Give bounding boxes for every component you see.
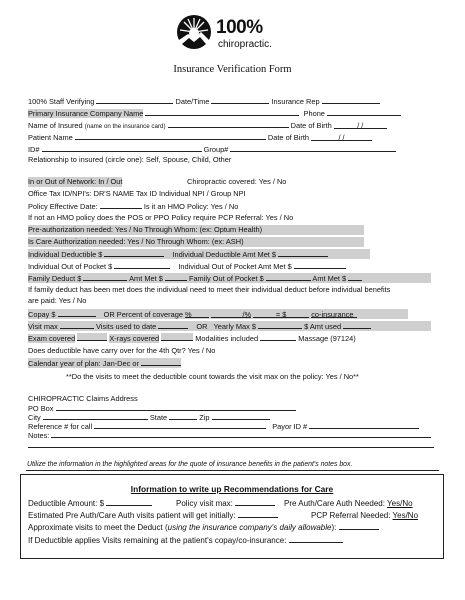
relationship-text: Relationship to insured (circle one): Self, Spouse, Child, Other	[28, 155, 232, 164]
amt-used-field[interactable]	[343, 321, 371, 329]
individual-met-label: Individual Deductible Amt Met $	[172, 250, 277, 259]
pcp-referral-text: If not an HMO policy does the POS or PPO Policy require PCP Referral: Yes / No	[28, 213, 294, 222]
pre-auth-needed-row	[284, 498, 413, 509]
patient-row	[28, 132, 372, 142]
calendar-year-row	[28, 358, 181, 368]
id-field[interactable]	[42, 144, 202, 152]
visits-used-field[interactable]	[158, 321, 188, 329]
estimated-field[interactable]	[238, 510, 278, 518]
notes-field-1[interactable]	[51, 430, 431, 438]
group-field[interactable]	[230, 144, 396, 152]
amt-used-label: $ Amt used	[304, 322, 342, 331]
percent-field-2[interactable]: /%	[211, 310, 251, 318]
modalities-label: Modalities included	[195, 334, 259, 343]
pre-auth-needed-label: Pre Auth/Care Auth Needed:	[284, 499, 385, 508]
family-met-note-2: are paid: Yes / No	[28, 296, 87, 305]
calendar-year-label: Calendar year of plan: Jan-Dec or	[28, 359, 139, 368]
deductible-amount-label: Deductible Amount: $	[28, 499, 105, 508]
group-label: Group#	[203, 145, 229, 154]
notes-label: Notes:	[28, 431, 50, 440]
insured-name-field[interactable]	[168, 120, 289, 128]
visit-max-label: Visit max	[28, 322, 58, 331]
visits-count-note: **Do the visits to meet the deductible count towards the visit max on the policy: Yes / No**	[66, 372, 359, 381]
form-title: Insurance Verification Form	[173, 64, 292, 75]
oop-label: Individual Out of Pocket $	[28, 262, 113, 271]
brand-number: 100%	[216, 17, 263, 38]
exam-covered-field[interactable]	[77, 333, 107, 341]
yearly-max-label: Yearly Max $	[213, 322, 256, 331]
insured-dob-label: Date of Birth	[290, 121, 332, 130]
visit-max-field[interactable]	[60, 321, 94, 329]
approx-visits-italic: using the insurance company's daily allowable	[167, 523, 332, 532]
primary-company-field[interactable]	[145, 108, 299, 116]
po-box-label: PO Box	[28, 404, 54, 413]
yearly-max-field[interactable]	[258, 321, 302, 329]
patient-name-field[interactable]	[75, 132, 266, 140]
calendar-year-field[interactable]	[141, 358, 181, 366]
city-label: City	[28, 413, 41, 422]
staff-row	[28, 96, 380, 106]
policy-visit-max-row	[176, 498, 275, 509]
sunburst-logo-icon	[176, 14, 212, 50]
estimated-label: Estimated Pre Auth/Care Auth visits patient will get initially:	[28, 511, 236, 520]
insured-row	[28, 120, 387, 130]
oop-met-field[interactable]	[294, 261, 346, 269]
deductible-amount-field[interactable]	[106, 498, 152, 506]
family-met-field[interactable]	[165, 273, 187, 281]
modalities-field[interactable]	[260, 333, 296, 341]
family-met-label: Amt Met $	[129, 274, 163, 283]
percent-coverage-label: OR Percent of coverage	[103, 310, 183, 319]
family-deduct-row	[28, 273, 431, 283]
xrays-covered-label: X-rays covered	[109, 334, 160, 343]
policy-visit-max-label: Policy visit max:	[176, 499, 233, 508]
insured-dob-field[interactable]: / /	[334, 121, 387, 129]
visits-or-label: OR	[196, 322, 208, 331]
policy-effective-label: Policy Effective Date:	[28, 202, 98, 211]
claims-header: CHIROPRACTIC Claims Address	[28, 394, 138, 403]
network-in-out: In or Out of Network: In / Out	[28, 177, 123, 186]
approx-visits-prefix: Approximate visits to meet the Deduct (	[28, 523, 168, 532]
insurance-rep-label: Insurance Rep	[271, 97, 320, 106]
oop-met-label: Individual Out of Pocket Amt Met $	[178, 262, 292, 271]
visits-used-label: Visits used to date	[95, 322, 157, 331]
approx-visits-suffix: ):	[331, 523, 337, 532]
policy-visit-max-field[interactable]	[235, 498, 275, 506]
deductible-amount-row	[28, 498, 152, 509]
payor-id-label: Payor ID #	[272, 422, 308, 431]
chiro-covered: Chiropractic covered: Yes / No	[187, 177, 287, 186]
pre-auth-text: Pre-authorization needed: Yes / No Through Whom: (ex: Optum Health)	[28, 225, 364, 235]
state-field[interactable]	[169, 412, 197, 420]
patient-dob-field[interactable]: / /	[311, 133, 372, 141]
copay-row	[28, 309, 408, 319]
insured-name-note: (name on the insurance card)	[84, 123, 166, 130]
staff-verifying-label: 100% Staff Verifying	[28, 97, 95, 106]
individual-deductible-label: Individual Deductible $	[28, 250, 103, 259]
individual-met-field[interactable]	[278, 249, 328, 257]
brand-logo	[176, 14, 294, 56]
reference-label: Reference # for call	[28, 422, 93, 431]
pcp-referral-yes-no[interactable]: Yes/No	[392, 511, 419, 520]
estimated-row	[28, 510, 278, 521]
if-deductible-row	[28, 535, 343, 546]
payor-id-field[interactable]	[309, 421, 419, 429]
state-label: State	[149, 413, 168, 422]
zip-field[interactable]	[212, 412, 270, 420]
policy-effective-field[interactable]	[100, 201, 142, 209]
exam-covered-label: Exam covered	[28, 334, 76, 343]
id-label: ID#	[28, 145, 40, 154]
office-tax-text: Office Tax ID/NPI's: DR'S NAME Tax ID Individual NPI / Group NPI	[28, 189, 246, 198]
date-time-label: Date/Time	[175, 97, 210, 106]
coinsurance-amount-field[interactable]: = $	[253, 310, 309, 318]
oop-row	[28, 261, 346, 271]
percent-field-1[interactable]: %	[185, 310, 209, 318]
individual-deductible-field[interactable]	[104, 249, 164, 257]
id-row	[28, 144, 396, 154]
family-deduct-field[interactable]	[83, 273, 127, 281]
patient-dob-label: Date of Birth	[267, 133, 309, 142]
copay-field[interactable]	[58, 309, 96, 317]
approx-visits-field[interactable]	[339, 522, 379, 530]
patient-name-label: Patient Name	[28, 133, 73, 142]
exam-row	[28, 333, 356, 343]
instruction-note: Utilize the information in the highlighted areas for the quote of insurance benefits in the patient's notes box.	[27, 461, 353, 468]
recommendations-title: Information to write up Recommendations for Care	[130, 484, 334, 494]
family-deduct-label: Family Deduct $	[28, 274, 82, 283]
zip-label: Zip	[199, 413, 210, 422]
phone-label: Phone	[303, 109, 325, 118]
city-field[interactable]	[43, 412, 148, 420]
if-deductible-label: If Deductible applies Visits remaining at the patient's copay/co-insurance:	[28, 536, 287, 545]
reference-field[interactable]	[94, 421, 266, 429]
family-oop-met-label: Amt Met $	[312, 274, 347, 283]
coinsurance-label: co-insurance	[311, 310, 357, 318]
phone-field[interactable]	[327, 108, 401, 116]
insurance-rep-field[interactable]	[322, 96, 380, 104]
family-oop-field[interactable]	[266, 273, 311, 281]
copay-label: Copay $	[28, 310, 56, 319]
po-box-field[interactable]	[56, 403, 296, 411]
recommendations-box	[20, 474, 444, 559]
primary-company-label: Primary Insurance Company Name	[28, 109, 144, 118]
date-time-field[interactable]	[211, 96, 269, 104]
insured-name-label: Name of Insured	[28, 121, 83, 130]
primary-company-row	[28, 108, 401, 118]
family-oop-label: Family Out of Pocket $	[188, 274, 264, 283]
brand-subtitle: chiropractic.	[218, 39, 272, 50]
individual-deductible-row	[28, 249, 370, 259]
pre-auth-yes-no[interactable]: Yes/No	[387, 499, 413, 508]
family-met-note-1: If family deduct has been met does the individual need to meet their individual deduct before individual benefits	[28, 285, 391, 294]
instruction-divider	[26, 470, 439, 471]
oop-field[interactable]	[114, 261, 170, 269]
policy-row	[28, 201, 238, 211]
staff-verifying-field[interactable]	[96, 96, 173, 104]
care-auth-text: Is Care Authorization needed: Yes / No Through Whom: (ex: ASH)	[28, 237, 364, 247]
if-deductible-field[interactable]	[289, 535, 343, 543]
hmo-policy-text: Is it an HMO Policy: Yes / No	[143, 202, 239, 211]
xrays-covered-field[interactable]	[161, 333, 193, 341]
carry-over-text: Does deductible have carry over for the 4th Qtr? Yes / No	[28, 346, 216, 355]
approx-visits-row	[28, 522, 379, 533]
visits-row	[28, 321, 431, 331]
pcp-referral-needed-label: PCP Referral Needed:	[311, 511, 391, 520]
notes-field-2[interactable]	[28, 439, 434, 448]
pcp-referral-needed-row	[311, 510, 418, 521]
massage-label: Massage (97124)	[298, 334, 356, 343]
family-oop-met-field[interactable]	[348, 273, 362, 281]
